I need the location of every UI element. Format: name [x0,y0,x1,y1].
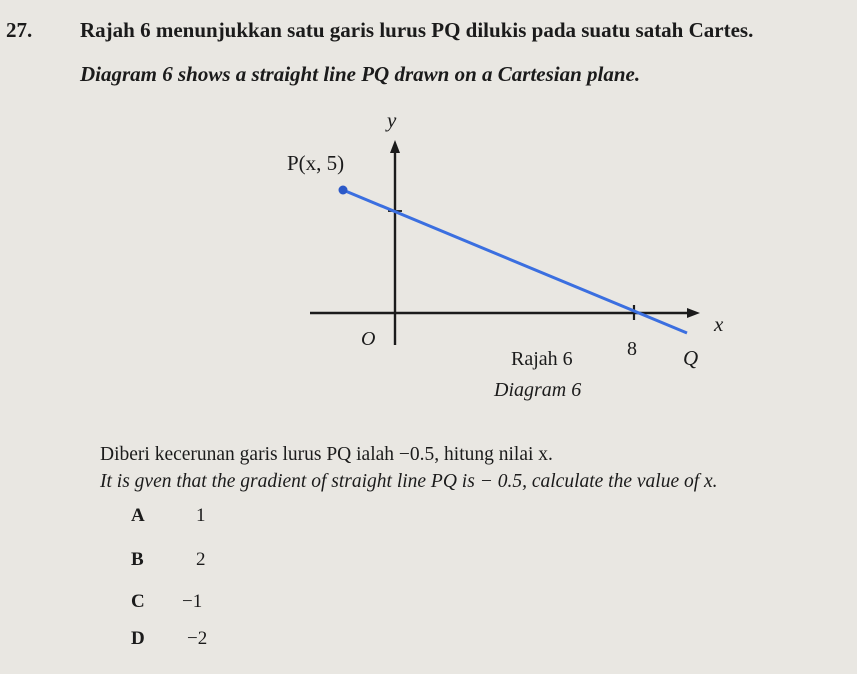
tick-label-8: 8 [627,338,637,360]
option-value: −1 [182,591,203,612]
y-axis-label: y [387,108,397,132]
option-value: −2 [187,628,208,649]
option-value: 2 [196,549,206,570]
question-text-malay: Rajah 6 menunjukkan satu garis lurus PQ dilukis pada suatu satah Cartes. [80,18,754,42]
point-p-label: P(x, 5) [287,151,345,175]
option-d[interactable] [131,628,251,652]
x-axis-arrow [687,308,700,318]
point-p [339,186,348,195]
given-text-malay: Diberi kecerunan garis lurus PQ ialah −0.5, hitung nilai x. [100,444,553,465]
given-text-english: It is gven that the gradient of straight line PQ is − 0.5, calculate the value of x. [100,471,718,492]
option-letter: B [131,549,144,570]
option-b[interactable] [131,549,251,573]
question-text-english: Diagram 6 shows a straight line PQ drawn on a Cartesian plane. [80,62,641,86]
question-number: 27. [6,18,33,42]
point-q-label: Q [683,346,699,370]
option-letter: A [131,505,145,526]
option-letter: C [131,591,145,612]
option-c[interactable] [131,591,251,615]
y-axis-arrow [390,140,400,153]
option-letter: D [131,628,145,649]
origin-label: O [361,328,376,350]
option-a[interactable] [131,505,251,529]
caption-english: Diagram 6 [494,379,582,401]
caption-malay: Rajah 6 [511,348,573,370]
option-value: 1 [196,505,206,526]
x-axis-label: x [714,312,724,336]
